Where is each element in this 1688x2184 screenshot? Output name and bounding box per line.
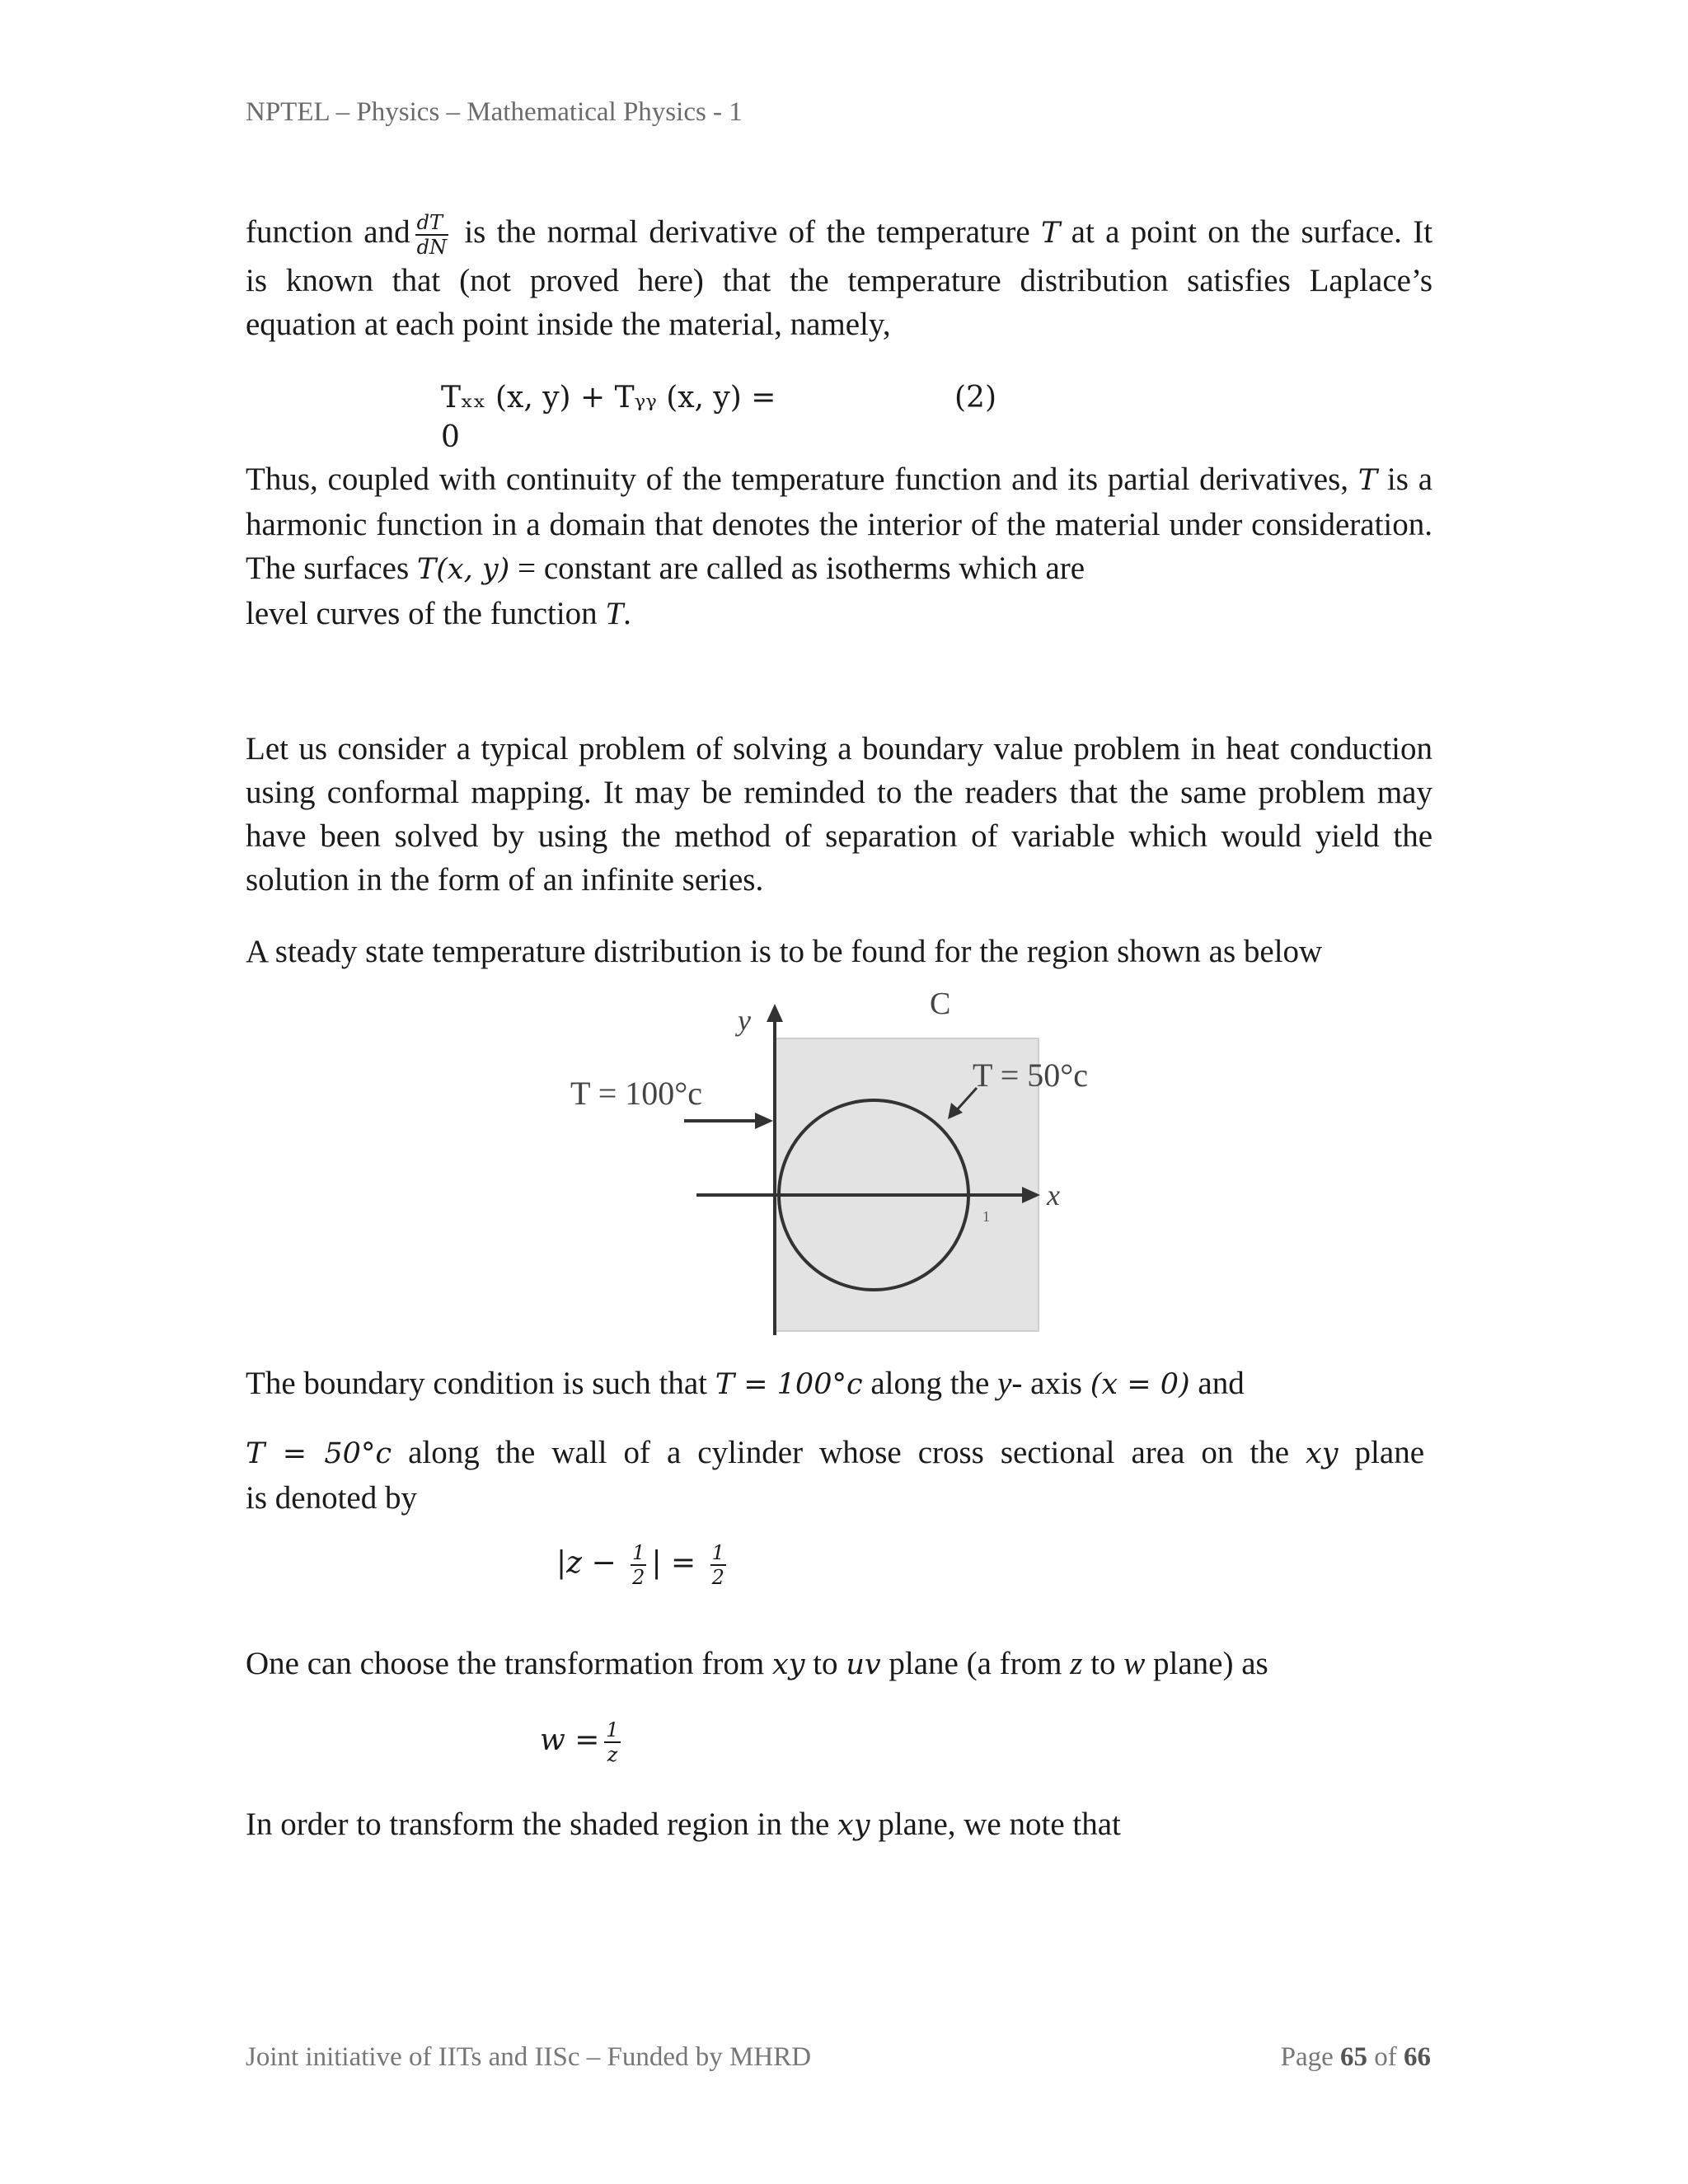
paragraph-boundary-condition: The boundary condition is such that T = 100°c along the y- axis (x = 0) and xyxy=(246,1366,1245,1401)
equation-laplace: Tₓₓ (x, y) + Tᵧᵧ (x, y) = xyxy=(441,381,776,415)
region-figure xyxy=(560,989,1104,1352)
paragraph-figure-intro: A steady state temperature distribution is to be found for the region shown as below xyxy=(246,934,1323,969)
label-right-temp: T = 50°c xyxy=(973,1057,1089,1094)
equation-mapping: w = $\frac{1}{z}$ xyxy=(540,1718,619,1766)
equation-number: (2) xyxy=(954,381,996,415)
footer-page-number: Page 65 of 66 xyxy=(1280,2042,1431,2072)
paragraph-cylinder: T = 50°c along the wall of a cylinder whose cross sectional area on the xy plane is denoted by xyxy=(246,1435,1425,1516)
paragraph-shaded-region: In order to transform the shaded region in the xy plane, we note that xyxy=(246,1807,1121,1842)
equation-zero: 0 xyxy=(441,420,460,454)
footer-credit: Joint initiative of IITs and IISc – Funded by MHRD xyxy=(246,2042,812,2072)
equation-circle: |z − $\frac{1}{2}$ | = $\frac{1}{2}$ xyxy=(556,1541,724,1589)
paragraph-transformation: One can choose the transformation from xy to uv plane (a from z to w plane) as xyxy=(246,1646,1268,1681)
left-arrow-head xyxy=(755,1113,773,1129)
paragraph-intro: function and $\frac{dT}{dN}$ is the normal derivative of the temperature T at a point on the surface. It is known that (not proved here) that the temperature distribution satisfies Laplace’s equation at each point inside the material, namely, xyxy=(246,211,1433,343)
label-one: 1 xyxy=(982,1208,990,1225)
page-header: NPTEL – Physics – Mathematical Physics - 1 xyxy=(246,97,743,127)
paragraph-boundary-problem: Let us consider a typical problem of solving a boundary value problem in heat conduction using conformal mapping. It may be reminded to the readers that the same problem may have been solved by using the method of separation of variable which would yield the solution in the form of an infinite series. xyxy=(246,731,1432,898)
label-C: C xyxy=(930,989,951,1021)
fraction-dT-dN: $\frac{dT}{dN}$ xyxy=(416,211,447,260)
label-x: x xyxy=(1047,1179,1060,1212)
paragraph-harmonic: Thus, coupled with continuity of the temperature function and its partial derivatives, T is a harmonic function in a domain that denotes the interior of the material under consideration. The surfaces T(x, y) = constant are called as isotherms which are level curves of the function T. xyxy=(246,462,1433,631)
label-y: y xyxy=(738,1004,751,1037)
label-left-temp: T = 100°c xyxy=(570,1075,703,1112)
y-axis-arrow xyxy=(767,1004,783,1022)
